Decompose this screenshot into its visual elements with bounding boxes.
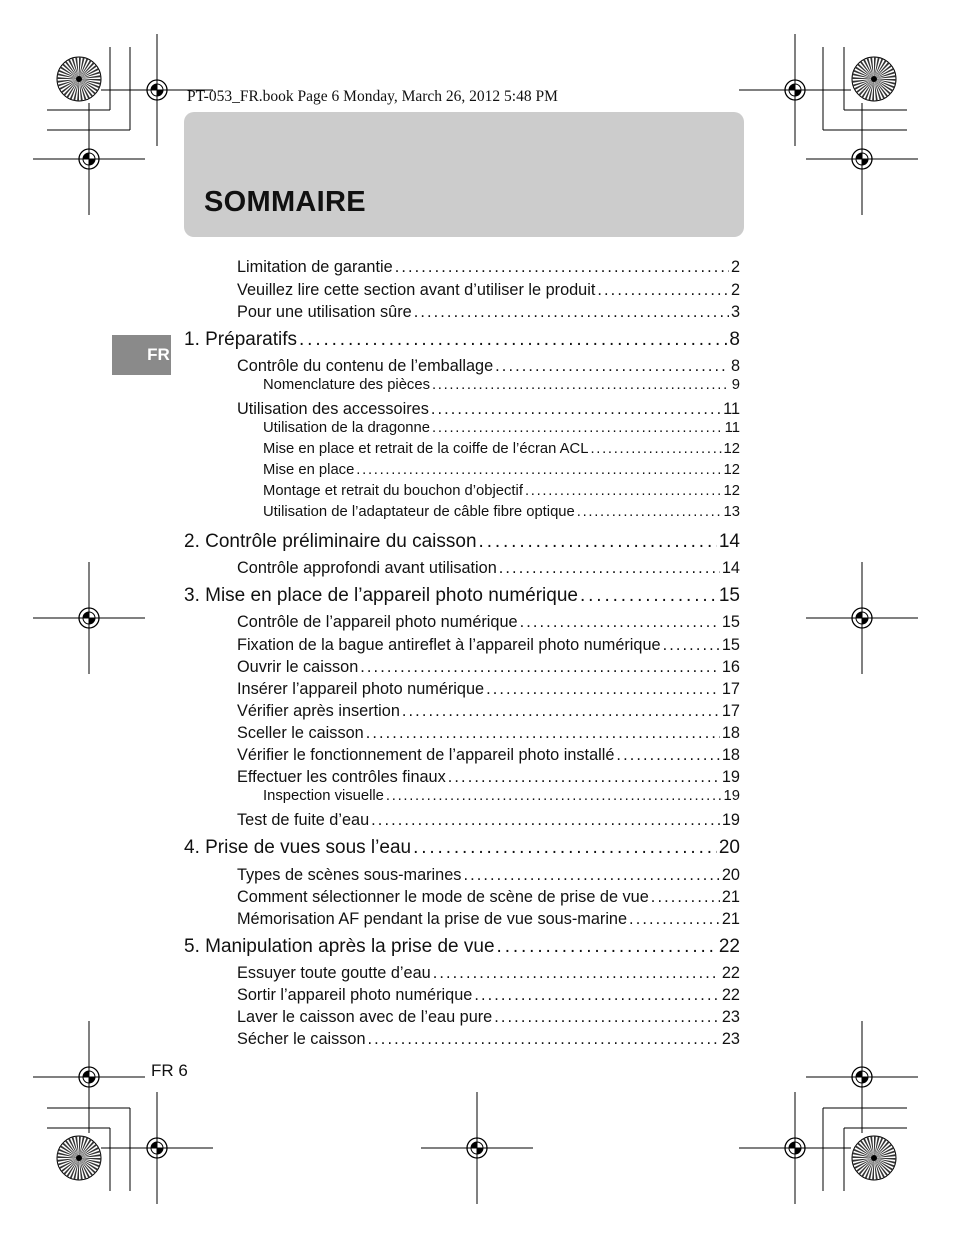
toc-entry xyxy=(263,420,740,439)
toc-entry-page: 12 xyxy=(723,441,740,457)
color-starburst-icon xyxy=(852,57,896,101)
toc-entry xyxy=(263,377,740,396)
toc-entry xyxy=(237,724,740,745)
toc-entry-page: 21 xyxy=(721,888,740,906)
toc-entry xyxy=(184,531,740,555)
toc-entry xyxy=(237,613,740,634)
toc-entry-label: 4. Prise de vues sous l’eau xyxy=(184,837,412,858)
registration-mark-icon xyxy=(33,103,145,215)
toc-entry-page: 2 xyxy=(730,281,740,299)
toc-entry xyxy=(184,837,740,861)
registration-mark-icon xyxy=(421,1092,533,1204)
toc-entry-label: Laver le caisson avec de l’eau pure xyxy=(237,1008,493,1026)
toc-entry xyxy=(237,888,740,909)
toc-entry xyxy=(237,258,740,279)
toc-entry-page: 12 xyxy=(723,462,740,478)
toc-leader-dots xyxy=(433,964,720,983)
toc-entry-label: Utilisation de l’adaptateur de câble fibre optique xyxy=(263,504,575,520)
toc-entry xyxy=(237,303,740,324)
toc-entry-label: Effectuer les contrôles finaux xyxy=(237,768,446,786)
registration-mark-icon xyxy=(33,1021,145,1133)
toc-entry-page: 8 xyxy=(730,357,740,375)
toc-entry xyxy=(237,866,740,887)
toc-leader-dots xyxy=(616,746,719,765)
color-starburst-icon xyxy=(57,1136,101,1180)
toc-entry-label: Essuyer toute goutte d’eau xyxy=(237,964,431,982)
toc-leader-dots xyxy=(463,866,719,885)
registration-mark-icon xyxy=(739,1092,851,1204)
registration-mark-icon xyxy=(101,1092,213,1204)
toc-entry-page: 13 xyxy=(723,504,740,520)
toc-entry-page: 12 xyxy=(723,483,740,499)
toc-leader-dots xyxy=(486,680,720,699)
language-tab: FR xyxy=(112,335,171,375)
toc-entry-label: Insérer l’appareil photo numérique xyxy=(237,680,485,698)
toc-leader-dots xyxy=(368,1030,720,1049)
toc-leader-dots xyxy=(432,377,730,393)
toc-entry-label: 1. Préparatifs xyxy=(184,329,297,350)
registration-mark-icon xyxy=(33,562,145,674)
toc-entry-label: 3. Mise en place de l’appareil photo numérique xyxy=(184,585,578,606)
toc-leader-dots xyxy=(395,258,729,277)
toc-entry-page: 20 xyxy=(718,837,740,858)
toc-entry-label: Contrôle approfondi avant utilisation xyxy=(237,559,497,577)
toc-entry-label: Montage et retrait du bouchon d’objectif xyxy=(263,483,523,499)
toc-leader-dots xyxy=(431,400,721,419)
toc-entry xyxy=(263,462,740,481)
toc-entry-label: Veuillez lire cette section avant d’utiliser le produit xyxy=(237,281,596,299)
toc-entry-page: 21 xyxy=(721,910,740,928)
toc-entry xyxy=(263,504,740,523)
toc-entry-page: 22 xyxy=(721,986,740,1004)
toc-entry-page: 3 xyxy=(730,303,740,321)
toc-leader-dots xyxy=(371,811,720,830)
toc-leader-dots xyxy=(366,724,720,743)
toc-entry xyxy=(184,936,740,960)
toc-entry-label: 5. Manipulation après la prise de vue xyxy=(184,936,495,957)
toc-entry-page: 19 xyxy=(723,788,740,804)
toc-entry-label: Utilisation des accessoires xyxy=(237,400,429,418)
toc-entry-label: Inspection visuelle xyxy=(263,788,384,804)
toc-entry-label: Sceller le caisson xyxy=(237,724,364,742)
toc-entry-page: 14 xyxy=(721,559,740,577)
toc-entry-label: Pour une utilisation sûre xyxy=(237,303,412,321)
toc-entry-label: Sécher le caisson xyxy=(237,1030,366,1048)
toc-leader-dots xyxy=(448,768,720,787)
toc-entry-page: 16 xyxy=(721,658,740,676)
toc-entry xyxy=(237,1030,740,1051)
toc-leader-dots xyxy=(414,303,729,322)
toc-entry xyxy=(237,702,740,723)
toc-entry-label: Vérifier le fonctionnement de l’appareil photo installé xyxy=(237,746,615,764)
toc-entry xyxy=(237,768,740,789)
toc-entry xyxy=(237,658,740,679)
toc-entry-label: Contrôle de l’appareil photo numérique xyxy=(237,613,518,631)
toc-entry-page: 11 xyxy=(723,400,740,418)
toc-entry xyxy=(237,746,740,767)
toc-leader-dots xyxy=(299,329,727,351)
toc-leader-dots xyxy=(580,585,717,607)
toc-entry-page: 20 xyxy=(721,866,740,884)
toc-leader-dots xyxy=(629,910,720,929)
toc-entry xyxy=(237,559,740,580)
toc-leader-dots xyxy=(432,420,723,436)
toc-leader-dots xyxy=(497,936,717,958)
toc-entry-label: Test de fuite d’eau xyxy=(237,811,370,829)
toc-entry xyxy=(263,441,740,460)
toc-entry xyxy=(237,811,740,832)
toc-entry xyxy=(237,986,740,1007)
toc-entry xyxy=(237,964,740,985)
toc-entry-label: Mise en place xyxy=(263,462,355,478)
toc-entry-page: 11 xyxy=(724,420,740,436)
color-starburst-icon xyxy=(57,57,101,101)
toc-entry xyxy=(263,483,740,502)
registration-mark-icon xyxy=(806,562,918,674)
toc-entry-page: 22 xyxy=(718,936,740,957)
toc-entry-label: Utilisation de la dragonne xyxy=(263,420,430,436)
toc-leader-dots xyxy=(577,504,722,520)
toc-entry-label: Limitation de garantie xyxy=(237,258,393,276)
color-starburst-icon xyxy=(852,1136,896,1180)
toc-entry-page: 14 xyxy=(718,531,740,552)
toc-leader-dots xyxy=(525,483,722,499)
toc-entry-label: Vérifier après insertion xyxy=(237,702,400,720)
toc-entry-page: 9 xyxy=(731,377,740,393)
toc-entry-page: 19 xyxy=(721,811,740,829)
toc-entry-page: 17 xyxy=(721,702,740,720)
toc-entry-label: Mise en place et retrait de la coiffe de l’écran ACL xyxy=(263,441,589,457)
toc-leader-dots xyxy=(663,636,720,655)
toc-entry-label: Sortir l’appareil photo numérique xyxy=(237,986,473,1004)
toc-entry-page: 23 xyxy=(721,1008,740,1026)
toc-entry-page: 15 xyxy=(721,613,740,631)
toc-entry-page: 8 xyxy=(729,329,740,350)
toc-entry-page: 15 xyxy=(721,636,740,654)
toc-entry-page: 15 xyxy=(718,585,740,606)
toc-entry xyxy=(237,636,740,657)
toc-leader-dots xyxy=(360,658,720,677)
toc-leader-dots xyxy=(413,837,717,859)
toc-entry xyxy=(184,585,740,609)
toc-entry-page: 18 xyxy=(721,746,740,764)
toc-leader-dots xyxy=(479,531,717,553)
toc-leader-dots xyxy=(494,1008,720,1027)
toc-entry xyxy=(237,680,740,701)
toc-entry xyxy=(263,788,740,807)
registration-mark-icon xyxy=(739,34,851,146)
toc-leader-dots xyxy=(499,559,720,578)
toc-entry-page: 17 xyxy=(721,680,740,698)
toc-entry-page: 22 xyxy=(721,964,740,982)
book-file-info: PT-053_FR.book Page 6 Monday, March 26, 2012 5:48 PM xyxy=(187,88,558,105)
toc-leader-dots xyxy=(597,281,729,300)
toc-leader-dots xyxy=(402,702,720,721)
toc-entry-label: Comment sélectionner le mode de scène de prise de vue xyxy=(237,888,649,906)
toc-leader-dots xyxy=(356,462,721,478)
toc-leader-dots xyxy=(651,888,720,907)
toc-entry-label: Mémorisation AF pendant la prise de vue sous-marine xyxy=(237,910,628,928)
toc-entry xyxy=(237,357,740,378)
toc-leader-dots xyxy=(474,986,720,1005)
toc-entry-page: 2 xyxy=(730,258,740,276)
toc-entry xyxy=(237,1008,740,1029)
toc-entry xyxy=(237,910,740,931)
toc-entry-page: 23 xyxy=(721,1030,740,1048)
toc-entry xyxy=(237,400,740,421)
page-number: FR 6 xyxy=(151,1061,188,1080)
toc-leader-dots xyxy=(386,788,722,804)
toc-entry xyxy=(237,281,740,302)
toc-leader-dots xyxy=(520,613,720,632)
toc-entry-label: Nomenclature des pièces xyxy=(263,377,430,393)
toc-entry-label: 2. Contrôle préliminaire du caisson xyxy=(184,531,477,552)
toc-entry xyxy=(184,329,740,353)
toc-entry-label: Types de scènes sous-marines xyxy=(237,866,462,884)
toc-entry-label: Contrôle du contenu de l’emballage xyxy=(237,357,494,375)
toc-entry-page: 19 xyxy=(721,768,740,786)
toc-entry-label: Fixation de la bague antireflet à l’appareil photo numérique xyxy=(237,636,661,654)
toc-entry-page: 18 xyxy=(721,724,740,742)
toc-leader-dots xyxy=(590,441,721,457)
page-title: SOMMAIRE xyxy=(204,186,366,218)
toc-entry-label: Ouvrir le caisson xyxy=(237,658,359,676)
toc-leader-dots xyxy=(495,357,729,376)
